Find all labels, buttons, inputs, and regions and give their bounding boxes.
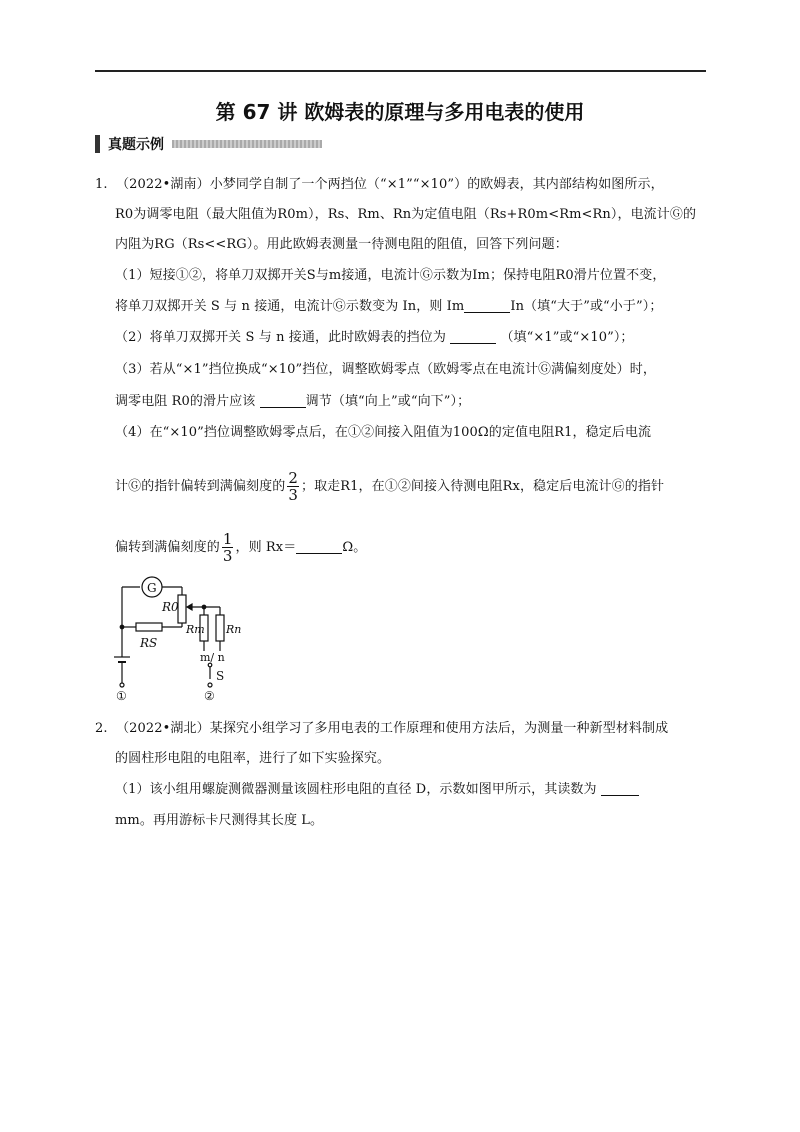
q1-part1-cont — [115, 297, 662, 317]
junction — [202, 605, 206, 609]
q1-part1-tail: In（填“大于”或“小于”）； — [510, 299, 663, 314]
section-bar — [95, 135, 100, 153]
q2-number: 2. — [95, 721, 108, 736]
q1-part4-tail: ；取走R1，在①②间接入待测电阻Rx，稳定后电流计Ⓖ的指针 — [300, 479, 665, 494]
answer-blank — [450, 329, 496, 344]
q1-part4: （4）在“×10”挡位调整欧姆零点后，在①②间接入阻值为100Ω的定值电阻R1，稳定后电流 — [115, 425, 652, 440]
section-heading — [95, 134, 322, 154]
q1-line-2: R0为调零电阻（最大阻值为R0m），Rs、Rm、Rn为定值电阻（Rs+R0m<Rm<Rn），电流计Ⓖ的 — [115, 207, 697, 222]
terminal-2 — [208, 683, 212, 687]
fraction-two-thirds — [287, 470, 299, 503]
switch-pivot — [208, 663, 212, 667]
r0-label: R0 — [162, 600, 179, 614]
q2-line-2: 的圆柱形电阻的电阻率，进行了如下实验探究。 — [115, 751, 391, 766]
section-title: 真题示例 — [108, 137, 164, 153]
q2-line-1 — [95, 719, 668, 739]
page-title: 第 67 讲 欧姆表的原理与多用电表的使用 — [215, 100, 585, 124]
frac-denominator: 3 — [288, 486, 298, 504]
q1-text: （2022•湖南）小梦同学自制了一个两挡位（“×1”“×10”）的欧姆表，其内部结构如图所示， — [116, 177, 664, 192]
q1-part3-tail: 调节（填“向上”或“向下”）； — [305, 394, 471, 409]
q1-part4-text: 计Ⓖ的指针偏转到满偏刻度的 — [115, 479, 286, 494]
answer-blank — [601, 781, 639, 796]
q1-part3: （3）若从“×1”挡位换成“×10”挡位，调整欧姆零点（欧姆零点在电流计Ⓖ满偏刻度处）时， — [115, 362, 656, 377]
q1-part4-end — [115, 531, 366, 565]
fraction-one-third — [222, 531, 234, 564]
q1-part4-end-text: 偏转到满偏刻度的 — [115, 540, 220, 555]
rs-resistor — [136, 623, 162, 631]
terminal-1-label: ① — [116, 689, 127, 703]
q1-part2-text: （2）将单刀双掷开关 S 与 n 接通，此时欧姆表的挡位为 — [115, 330, 446, 345]
answer-blank — [464, 298, 510, 313]
r0-resistor — [178, 595, 186, 623]
switch-label: S — [216, 669, 225, 683]
answer-blank — [260, 393, 306, 408]
circuit-diagram — [100, 575, 250, 703]
rm-label: Rm — [186, 623, 205, 636]
q2-part1 — [115, 780, 639, 800]
q2-text: （2022•湖北）某探究小组学习了多用电表的工作原理和使用方法后，为测量一种新型材料制成 — [116, 721, 669, 736]
rx-label: ，则 Rx＝ — [235, 540, 297, 555]
answer-blank — [296, 539, 342, 554]
q1-line-1 — [95, 175, 664, 195]
frac-numerator: 1 — [222, 530, 233, 548]
ohm-unit: Ω。 — [342, 540, 367, 555]
frac-numerator: 2 — [288, 469, 298, 487]
terminal-2-label: ② — [204, 689, 215, 703]
header-rule — [95, 70, 706, 72]
q1-part4-cont — [115, 470, 664, 504]
galvanometer-label: G — [147, 581, 157, 595]
rn-label: Rn — [226, 623, 242, 636]
q1-line-3: 内阻为RG（Rs<<RG）。用此欧姆表测量一待测电阻的阻值，回答下列问题： — [115, 237, 568, 252]
q1-part1: （1）短接①②，将单刀双掷开关S与m接通，电流计Ⓖ示数为Im；保持电阻R0滑片位置不变， — [115, 268, 666, 283]
q1-part3-text: 调零电阻 R0的滑片应该 — [115, 394, 256, 409]
q2-part1-text: （1）该小组用螺旋测微器测量该圆柱形电阻的直径 D，示数如图甲所示，其读数为 — [115, 782, 597, 797]
q1-part1-text: 将单刀双掷开关 S 与 n 接通，电流计Ⓖ示数变为 In，则 Im — [115, 299, 465, 314]
switch-terminals-label: m/ n — [200, 651, 225, 664]
q1-part2 — [115, 328, 634, 348]
rn-resistor — [216, 615, 224, 641]
q2-part1-cont: mm。再用游标卡尺测得其长度 L。 — [115, 813, 324, 828]
rs-label: RS — [140, 636, 158, 650]
terminal-1 — [120, 683, 124, 687]
slider-arrow — [187, 604, 192, 610]
q1-number: 1. — [95, 177, 108, 192]
frac-denominator: 3 — [222, 547, 233, 565]
q1-part2-tail: （填“×1”或“×10”）； — [500, 330, 634, 345]
section-decoration — [172, 140, 322, 148]
q1-part3-cont — [115, 392, 470, 412]
